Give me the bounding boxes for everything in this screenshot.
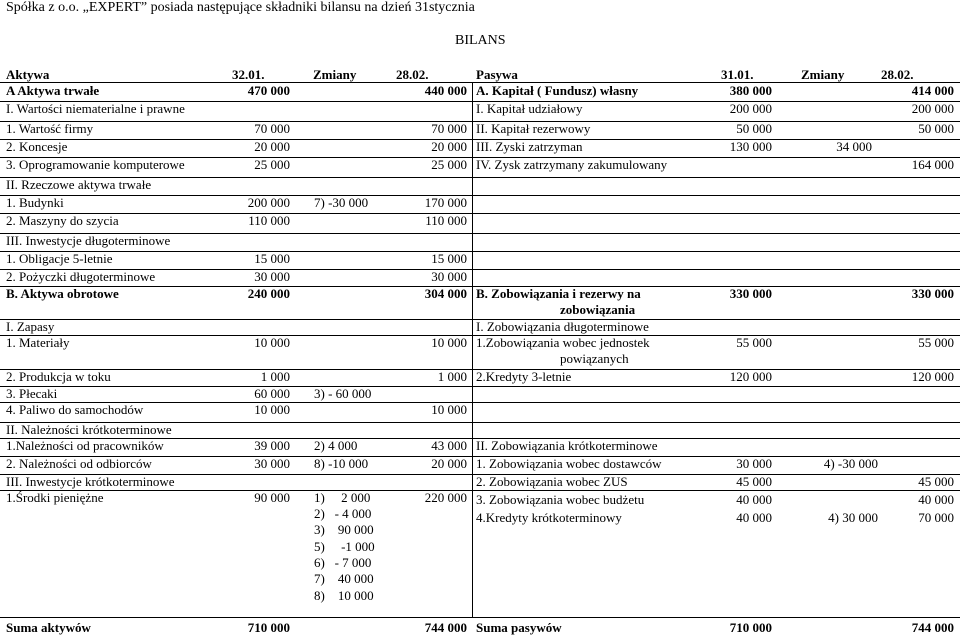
balance-title: BILANS	[455, 33, 506, 48]
cash-value-end: 220 000	[424, 490, 467, 505]
asset-value-end: 43 000	[431, 438, 467, 453]
liability-label: 1. Zobowiązania wobec dostawców	[476, 456, 662, 471]
liability-label-cont: powiązanych	[560, 351, 629, 366]
liability-label: A. Kapitał ( Fundusz) własny	[476, 83, 639, 98]
total-assets-v2: 744 000	[424, 620, 467, 635]
asset-value-end: 70 000	[431, 121, 467, 136]
row-rule	[0, 101, 960, 102]
asset-value-end: 440 000	[424, 83, 467, 98]
liability-label: 2. Zobowiązania wobec ZUS	[476, 474, 628, 489]
liability-value-end: 50 000	[918, 121, 954, 136]
liability-label: 4.Kredyty krótkoterminowy	[476, 510, 622, 525]
cash-change-line: 3) 90 000	[314, 522, 374, 537]
liability-change: 4) -30 000	[823, 456, 878, 471]
asset-value-end: 170 000	[424, 195, 467, 210]
asset-value-end: 15 000	[431, 251, 467, 266]
row-rule	[0, 121, 960, 122]
liability-change: 4) 30 000	[828, 510, 878, 525]
liability-value-end: 200 000	[911, 101, 954, 116]
cash-label: 1.Środki pieniężne	[6, 490, 104, 505]
header-changes-right: Zmiany	[801, 67, 845, 82]
asset-value-start: 20 000	[254, 139, 290, 154]
row-rule	[0, 369, 960, 370]
cash-value-start: 90 000	[254, 490, 290, 505]
cash-change-line: 2) - 4 000	[314, 506, 372, 521]
liability-value-start: 330 000	[729, 286, 772, 301]
asset-value-start: 1 000	[260, 369, 290, 384]
liability-value-start: 380 000	[729, 83, 772, 98]
total-assets-v1: 710 000	[247, 620, 290, 635]
row-rule	[0, 157, 960, 158]
row-rule	[0, 269, 960, 270]
header-date-4: 28.02.	[881, 67, 914, 82]
row-rule	[0, 335, 960, 336]
liability-label: IV. Zysk zatrzymany zakumulowany	[476, 157, 668, 172]
liability-value-start: 40 000	[736, 492, 772, 507]
asset-change: 7) -30 000	[314, 195, 369, 210]
liability-value-start: 45 000	[736, 474, 772, 489]
cash-change-line: 7) 40 000	[314, 571, 374, 586]
asset-label: 2. Koncesje	[6, 139, 68, 154]
liability-label-cont: zobowiązania	[560, 302, 636, 317]
asset-value-start: 200 000	[247, 195, 290, 210]
asset-value-start: 10 000	[254, 402, 290, 417]
asset-label: 2. Należności od odbiorców	[6, 456, 152, 471]
row-rule	[0, 474, 960, 475]
liability-label: III. Zyski zatrzyman	[476, 139, 583, 154]
asset-label: 2. Maszyny do szycia	[6, 213, 119, 228]
asset-value-end: 304 000	[424, 286, 467, 301]
asset-label: I. Wartości niematerialne i prawne	[6, 101, 185, 116]
asset-value-end: 25 000	[431, 157, 467, 172]
asset-value-end: 20 000	[431, 456, 467, 471]
asset-change: 8) -10 000	[314, 456, 369, 471]
asset-label: 1. Budynki	[6, 195, 64, 210]
cash-change-line: 5) -1 000	[314, 539, 375, 554]
liability-value-start: 30 000	[736, 456, 772, 471]
asset-change: 3) - 60 000	[314, 386, 372, 401]
asset-label: A Aktywa trwałe	[6, 83, 100, 98]
row-rule	[0, 456, 960, 457]
total-liabilities-v2: 744 000	[911, 620, 954, 635]
cash-change-line: 8) 10 000	[314, 588, 374, 603]
row-rule	[0, 422, 960, 423]
liability-label: 2.Kredyty 3-letnie	[476, 369, 572, 384]
asset-label: 2. Produkcja w toku	[6, 369, 111, 384]
header-pasywa: Pasywa	[476, 67, 518, 82]
liability-label: 3. Zobowiązania wobec budżetu	[476, 492, 645, 507]
liability-value-start: 55 000	[736, 335, 772, 350]
liability-change: 34 000	[836, 139, 872, 154]
liability-label: I. Kapitał udziałowy	[476, 101, 583, 116]
row-rule	[0, 490, 960, 491]
liability-value-end: 70 000	[918, 510, 954, 525]
asset-label: III. Inwestycje długoterminowe	[6, 233, 171, 248]
liability-value-end: 120 000	[911, 369, 954, 384]
header-date-1: 32.01.	[232, 67, 265, 82]
liability-value-end: 45 000	[918, 474, 954, 489]
column-divider	[472, 82, 473, 617]
row-rule	[0, 213, 960, 214]
asset-value-start: 15 000	[254, 251, 290, 266]
row-rule	[0, 177, 960, 178]
row-rule	[0, 402, 960, 403]
liability-label: 1.Zobowiązania wobec jednostek	[476, 335, 650, 350]
row-rule	[0, 233, 960, 234]
asset-label: 1. Wartość firmy	[6, 121, 94, 136]
liability-value-end: 55 000	[918, 335, 954, 350]
asset-label: II. Rzeczowe aktywa trwałe	[6, 177, 152, 192]
asset-value-start: 240 000	[247, 286, 290, 301]
liability-value-start: 50 000	[736, 121, 772, 136]
row-rule	[0, 319, 960, 320]
liability-value-end: 164 000	[911, 157, 954, 172]
asset-value-start: 110 000	[248, 213, 290, 228]
header-date-2: 28.02.	[396, 67, 429, 82]
asset-value-start: 25 000	[254, 157, 290, 172]
liability-value-end: 414 000	[911, 83, 954, 98]
footer-rule	[0, 617, 960, 618]
total-liabilities-v1: 710 000	[729, 620, 772, 635]
asset-label: III. Inwestycje krótkoterminowe	[6, 474, 175, 489]
asset-value-start: 39 000	[254, 438, 290, 453]
total-liabilities-label: Suma pasywów	[476, 620, 562, 635]
asset-label: 2. Pożyczki długoterminowe	[6, 269, 156, 284]
header-date-3: 31.01.	[721, 67, 754, 82]
liability-label: II. Zobowiązania krótkoterminowe	[476, 438, 658, 453]
asset-value-start: 470 000	[247, 83, 290, 98]
liability-value-start: 40 000	[736, 510, 772, 525]
asset-value-end: 30 000	[431, 269, 467, 284]
cash-change-line: 6) - 7 000	[314, 555, 372, 570]
asset-label: B. Aktywa obrotowe	[6, 286, 119, 301]
total-assets-label: Suma aktywów	[6, 620, 91, 635]
liability-value-end: 40 000	[918, 492, 954, 507]
asset-label: 3. Płecaki	[6, 386, 58, 401]
row-rule	[0, 251, 960, 252]
liability-label: B. Zobowiązania i rezerwy na	[476, 286, 641, 301]
row-rule	[0, 438, 960, 439]
asset-value-end: 20 000	[431, 139, 467, 154]
header-changes-left: Zmiany	[313, 67, 357, 82]
liability-value-end: 330 000	[911, 286, 954, 301]
header-aktywa: Aktywa	[6, 67, 50, 82]
liability-value-start: 200 000	[729, 101, 772, 116]
asset-value-start: 30 000	[254, 269, 290, 284]
header-rule	[0, 82, 960, 83]
asset-label: 3. Oprogramowanie komputerowe	[6, 157, 185, 172]
liability-value-start: 130 000	[729, 139, 772, 154]
asset-label: 4. Paliwo do samochodów	[6, 402, 144, 417]
asset-change: 2) 4 000	[314, 438, 358, 453]
asset-label: 1. Materiały	[6, 335, 70, 350]
asset-value-start: 70 000	[254, 121, 290, 136]
row-rule	[0, 286, 960, 287]
liability-value-start: 120 000	[729, 369, 772, 384]
row-rule	[0, 195, 960, 196]
row-rule	[0, 139, 960, 140]
asset-label: 1.Należności od pracowników	[6, 438, 164, 453]
liability-label: I. Zobowiązania długoterminowe	[476, 319, 649, 334]
cash-change-line: 1) 2 000	[314, 490, 371, 505]
asset-label: I. Zapasy	[6, 319, 55, 334]
row-rule	[0, 386, 960, 387]
asset-value-end: 10 000	[431, 335, 467, 350]
asset-value-end: 1 000	[437, 369, 467, 384]
asset-label: II. Należności krótkoterminowe	[6, 422, 172, 437]
asset-value-end: 10 000	[431, 402, 467, 417]
asset-value-start: 30 000	[254, 456, 290, 471]
asset-value-start: 10 000	[254, 335, 290, 350]
asset-value-end: 110 000	[425, 213, 467, 228]
intro-text: Spółka z o.o. „EXPERT” posiada następujące składniki bilansu na dzień 31stycznia	[6, 0, 475, 15]
liability-label: II. Kapitał rezerwowy	[476, 121, 591, 136]
asset-value-start: 60 000	[254, 386, 290, 401]
asset-label: 1. Obligacje 5-letnie	[6, 251, 113, 266]
